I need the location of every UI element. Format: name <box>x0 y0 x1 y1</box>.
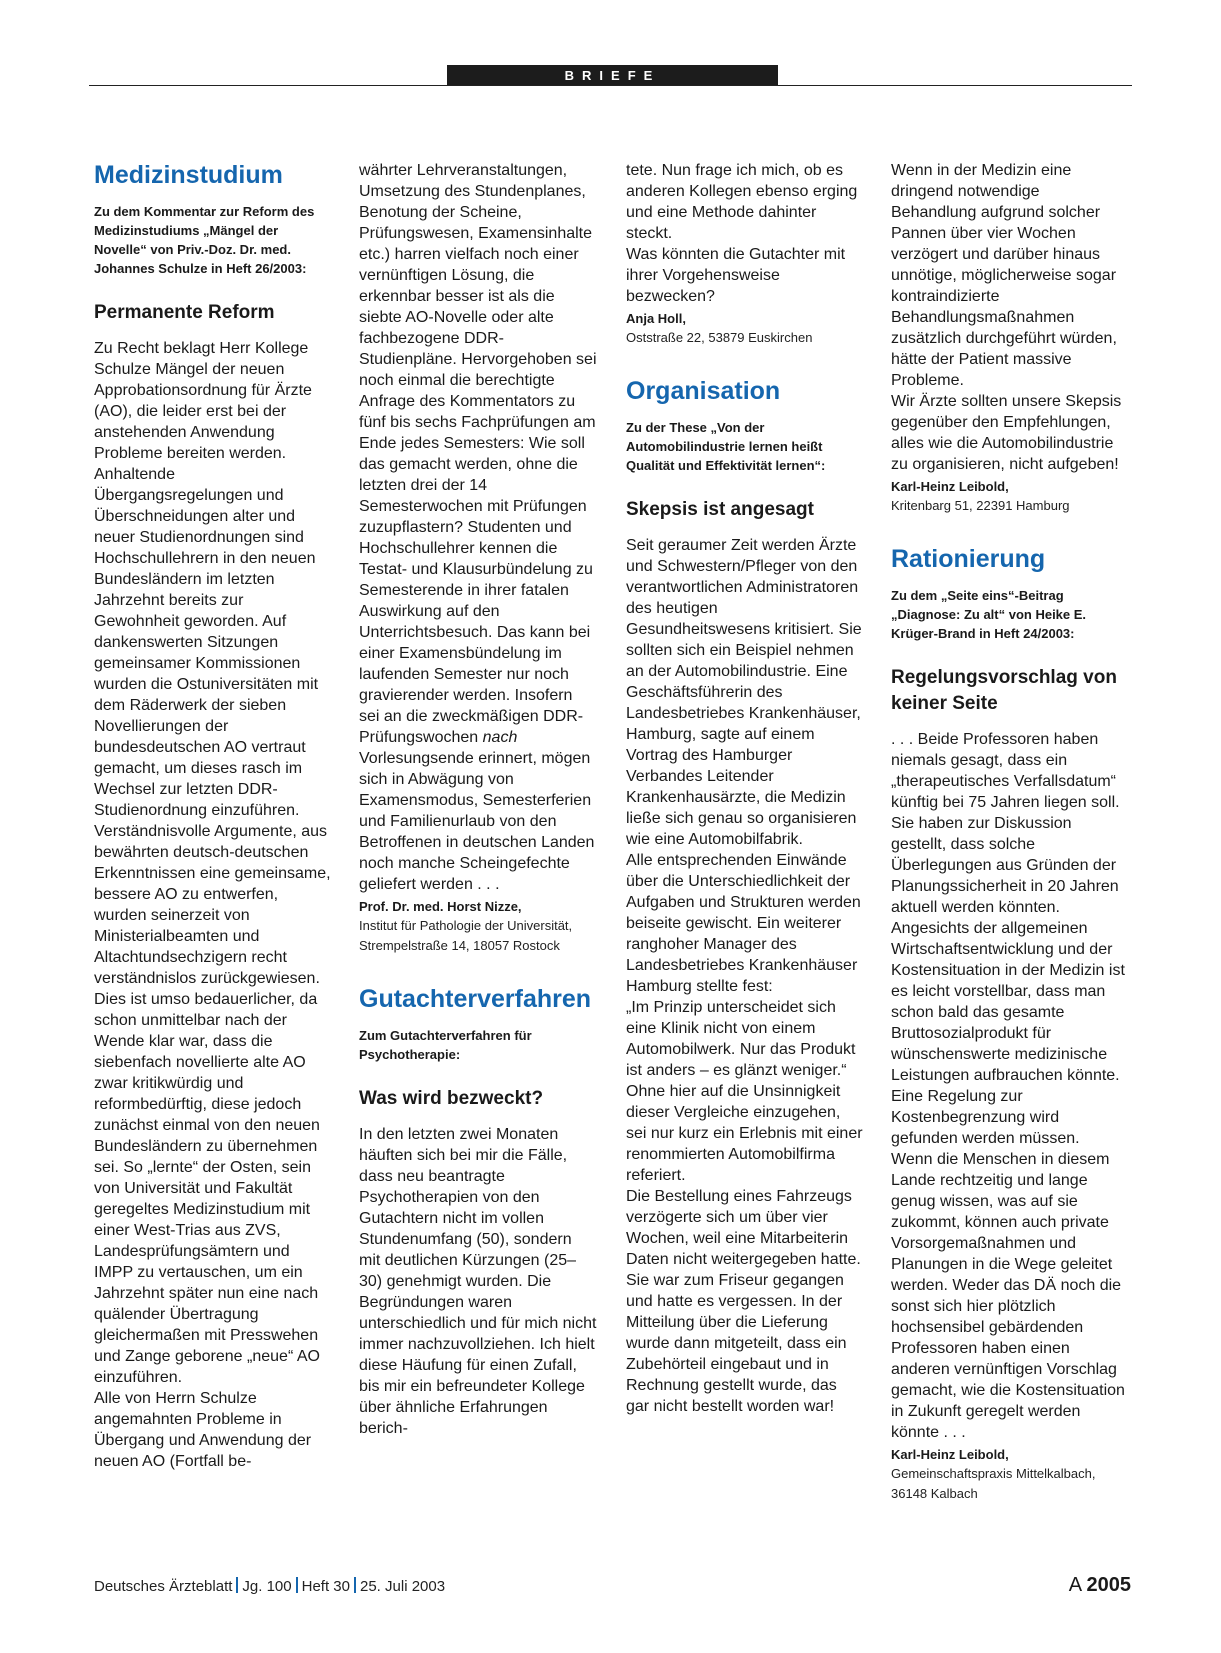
letter-headline: Was wird bezweckt? <box>359 1088 544 1109</box>
letter-body: In den letzten zwei Monaten häuften sich bei mir die Fälle, dass neu beantragte Psychotherapien von den Gutachtern nicht im vollen Stundenumfang (50), sondern mit deutlichen Kürzungen (25–30) genehmigt wurden. Die Begründungen waren unterschiedlich und für mich nicht immer nachzuvollziehen. Ich hielt diese Häufung für einen Zufall, bis mir ein befreundeter Kollege über ähnliche Erfahrungen berich- <box>359 1126 597 1437</box>
footer-separator <box>236 1577 238 1593</box>
letter-headline: Skepsis ist angesagt <box>626 499 814 520</box>
letter-author: Karl-Heinz Leibold, <box>891 479 1009 494</box>
journal-date: 25. Juli 2003 <box>360 1578 446 1595</box>
page-footer <box>94 1577 445 1595</box>
letter-intro: Zum Gutachterverfahren für Psychotherapie: <box>359 1028 532 1062</box>
journal-name: Deutsches Ärzteblatt <box>94 1578 233 1595</box>
letter-headline: Permanente Reform <box>94 302 275 323</box>
letter-intro: Zu dem Kommentar zur Reform des Medizinstudiums „Mängel der Novelle“ von Priv.-Doz. Dr. med. Johannes Schulze in Heft 26/2003: <box>94 204 315 276</box>
letter-body: Ohne hier auf die Unsinnigkeit dieser Vergleiche einzugehen, sei nur kurz ein Erlebnis mit einer renommierten Automobilfirma referiert. <box>626 1083 863 1184</box>
author-address: Strempelstraße 14, 18057 Rostock <box>359 938 560 953</box>
author-address: Kritenbarg 51, 22391 Hamburg <box>891 498 1070 513</box>
letter-body: Alle von Herrn Schulze angemahnten Probleme in Übergang und Anwendung der neuen AO (Fortfall be- <box>94 1390 312 1470</box>
letter-body: Wir Ärzte sollten unsere Skepsis gegenüber den Empfehlungen, alles wie die Automobilindustrie zu organisieren, nicht aufgeben! <box>891 393 1122 473</box>
emphasis: nach <box>482 729 518 746</box>
letter-intro: Zu der These „Von der Automobilindustrie lernen heißt Qualität und Effektivität lernen“: <box>626 420 826 473</box>
letter-body: Die Bestellung eines Fahrzeugs verzögerte sich um über vier Wochen, weil eine Mitarbeiterin Daten nicht weitergegeben hatte. Sie war zum Friseur gegangen und hatte es vergessen. In der Mitteilung über die Lieferung wurde dann mitgeteilt, dass ein Zubehörteil eingebaut und in Rechnung gestellt wurde, das gar nicht bestellt worden war! <box>626 1188 861 1415</box>
author-address: 36148 Kalbach <box>891 1486 978 1501</box>
letter-body: Wenn in der Medizin eine dringend notwendige Behandlung aufgrund solcher Pannen über vier Wochen verzögert und darüber hinaus unnötige, möglicherweise sogar kontraindizierte Behandlungsmaßnahmen zusätzlich durchgeführt würden, hätte der Patient massive Probleme. <box>891 162 1117 389</box>
section-title-gutachterverfahren: Gutachterverfahren <box>359 985 592 1013</box>
section-title-rationierung: Rationierung <box>891 545 1046 573</box>
journal-volume: Jg. 100 <box>242 1578 292 1595</box>
column-2 <box>359 160 597 1439</box>
column-3 <box>626 160 864 1417</box>
section-banner: BRIEFE <box>447 65 778 86</box>
letter-author: Prof. Dr. med. Horst Nizze, <box>359 899 522 914</box>
letter-body: Zu Recht beklagt Herr Kollege Schulze Mängel der neuen Approbationsordnung für Ärzte (AO), die leider erst bei der anstehenden Anwendung Probleme bereiten werden. Anhaltende Übergangsregelungen und Überschneidungen alter und neuer Studienordnungen sind Hochschullehrern in den neuen Bundesländern im letzten Jahrzehnt bereits zur Gewohnheit geworden. Auf dankenswerten Sitzungen gemeinsamer Kommissionen wurden die Ostuniversitäten mit dem Räderwerk der sieben Novellierungen der bundesdeutschen AO vertraut gemacht, um dieses rasch im Wechsel zur letzten DDR-Studienordnung einzuführen. Verständnisvolle Argumente, aus bewährten deutsch-deutschen Erkenntnissen eine gemeinsame, bessere AO zu entwerfen, wurden seinerzeit von Ministerialbeamten und Altachtundsechzigern recht verständnislos zurückgewiesen. Dies ist umso bedauerlicher, da schon unmittelbar nach der Wende klar war, dass die siebenfach novellierte alte AO zwar kritikwürdig und reformbedürftig, diese jedoch zunächst einmal von den neuen Bundesländern zu übernehmen sei. So „lernte“ der Osten, sein von Universität und Fakultät geregeltes Medizinstudium mit einer West-Trias aus ZVS, Landesprüfungsämtern und IMPP zu vertauschen, um ein Jahrzehnt später nun eine nach quälender Übertragung gleichermaßen mit Presswehen und Zange geborene „neue“ AO einzuführen. <box>94 340 331 1386</box>
section-title-organisation: Organisation <box>626 377 781 405</box>
footer-separator <box>354 1577 356 1593</box>
letter-body: Angesichts der allgemeinen Wirtschaftsentwicklung und der Kostensituation in der Medizin ist es leicht vorstellbar, dass man schon bald das gesamte Bruttosozialprodukt für wünschenswerte medizinische Leistungen aufbrauchen könnte. Eine Regelung zur Kostenbegrenzung wird gefunden werden müssen. <box>891 920 1125 1147</box>
letter-body: . . . Beide Professoren haben niemals gesagt, dass ein „therapeutisches Verfallsdatum“ künftig bei 75 Jahren liegen soll. Sie haben zur Diskussion gestellt, dass solche Überlegungen aus Gründen der Planungssicherheit in 20 Jahren aktuell werden könnten. <box>891 731 1120 916</box>
letter-body: Wenn die Menschen in diesem Lande rechtzeitig und lange genug wissen, was auf sie zukommt, können auch private Vorsorgemaßnahmen und Planungen in die Wege geleitet werden. Weder das DÄ noch die sonst sich hier plötzlich hochsensibel gebärdenden Professoren haben einen anderen vernünftigen Vorschlag gemacht, wie die Kostensituation in Zukunft geregelt werden könnte . . . <box>891 1151 1125 1441</box>
letter-body: Was könnten die Gutachter mit ihrer Vorgehensweise bezwecken? <box>626 246 846 305</box>
letter-quote: „Im Prinzip unterscheidet sich eine Klinik nicht von einem Automobilwerk. Nur das Produkt ist anders – es glänzt weniger.“ <box>626 999 856 1079</box>
author-address: Gemeinschaftspraxis Mittelkalbach, <box>891 1466 1096 1481</box>
column-4 <box>891 160 1129 1504</box>
footer-separator <box>296 1577 298 1593</box>
journal-issue: Heft 30 <box>301 1578 350 1595</box>
letter-body: tete. Nun frage ich mich, ob es anderen Kollegen ebenso erging und eine Methode dahinter steckt. <box>626 162 858 242</box>
letter-headline: Regelungsvorschlag von keiner Seite <box>891 667 1117 714</box>
letter-body: währter Lehrveranstaltungen, Umsetzung des Stundenplanes, Benotung der Scheine, Prüfungswesen, Examensinhalte etc.) harren vielfach noch einer vernünftigen Lösung, die erkennbar besser ist als die siebte AO-Novelle oder alte fachbezogene DDR-Studienpläne. Hervorgehoben sei noch einmal die berechtigte Anfrage des Kommentators zu fünf bis sechs Fachprüfungen am Ende jedes Semesters: Wie soll das gemacht werden, ohne die letzten drei der 14 Semesterwochen mit Prüfungen zuzupflastern? Studenten und Hochschullehrer kennen die Testat- und Klausurbündelung zu Semesterende in ihrer fatalen Auswirkung auf den Unterrichtsbesuch. Das kann bei einer Examensbündelung im laufenden Semester nur noch gravierender werden. Insofern sei an die zweckmäßigen DDR-Prüfungswochen nach Vorlesungsende erinnert, mögen sich in Abwägung von Examensmodus, Semesterferien und Familienurlaub von den Betroffenen in deutschen Landen noch manche Scheingefechte geliefert werden . . . <box>359 162 597 893</box>
letter-intro: Zu dem „Seite eins“-Beitrag „Diagnose: Zu alt“ von Heike E. Krüger-Brand in Heft 24/2003: <box>891 588 1087 641</box>
page-number: A 2005 <box>1068 1574 1131 1596</box>
author-address: Oststraße 22, 53879 Euskirchen <box>626 330 813 345</box>
letter-body: Seit geraumer Zeit werden Ärzte und Schwestern/Pfleger von den verantwortlichen Administratoren des heutigen Gesundheitswesens kritisiert. Sie sollten sich ein Beispiel nehmen an der Automobilindustrie. Eine Geschäftsführerin des Landesbetriebes Krankenhäuser, Hamburg, sagte auf einem Vortrag des Hamburger Verbandes Leitender Krankenhausärzte, die Medizin ließe sich genau so organisieren wie eine Automobilfabrik. <box>626 537 862 848</box>
column-1 <box>94 160 332 1472</box>
letter-author: Anja Holl, <box>626 311 686 326</box>
author-address: Institut für Pathologie der Universität, <box>359 918 573 933</box>
letter-author: Karl-Heinz Leibold, <box>891 1447 1009 1462</box>
header-rule <box>89 85 1132 86</box>
letter-body: Alle entsprechenden Einwände über die Unterschiedlichkeit der Aufgaben und Strukturen werden beiseite gewischt. Ein weiterer ranghoher Manager des Landesbetriebes Krankenhäuser Hamburg stellte fest: <box>626 852 861 995</box>
section-title-medizinstudium: Medizinstudium <box>94 161 283 189</box>
